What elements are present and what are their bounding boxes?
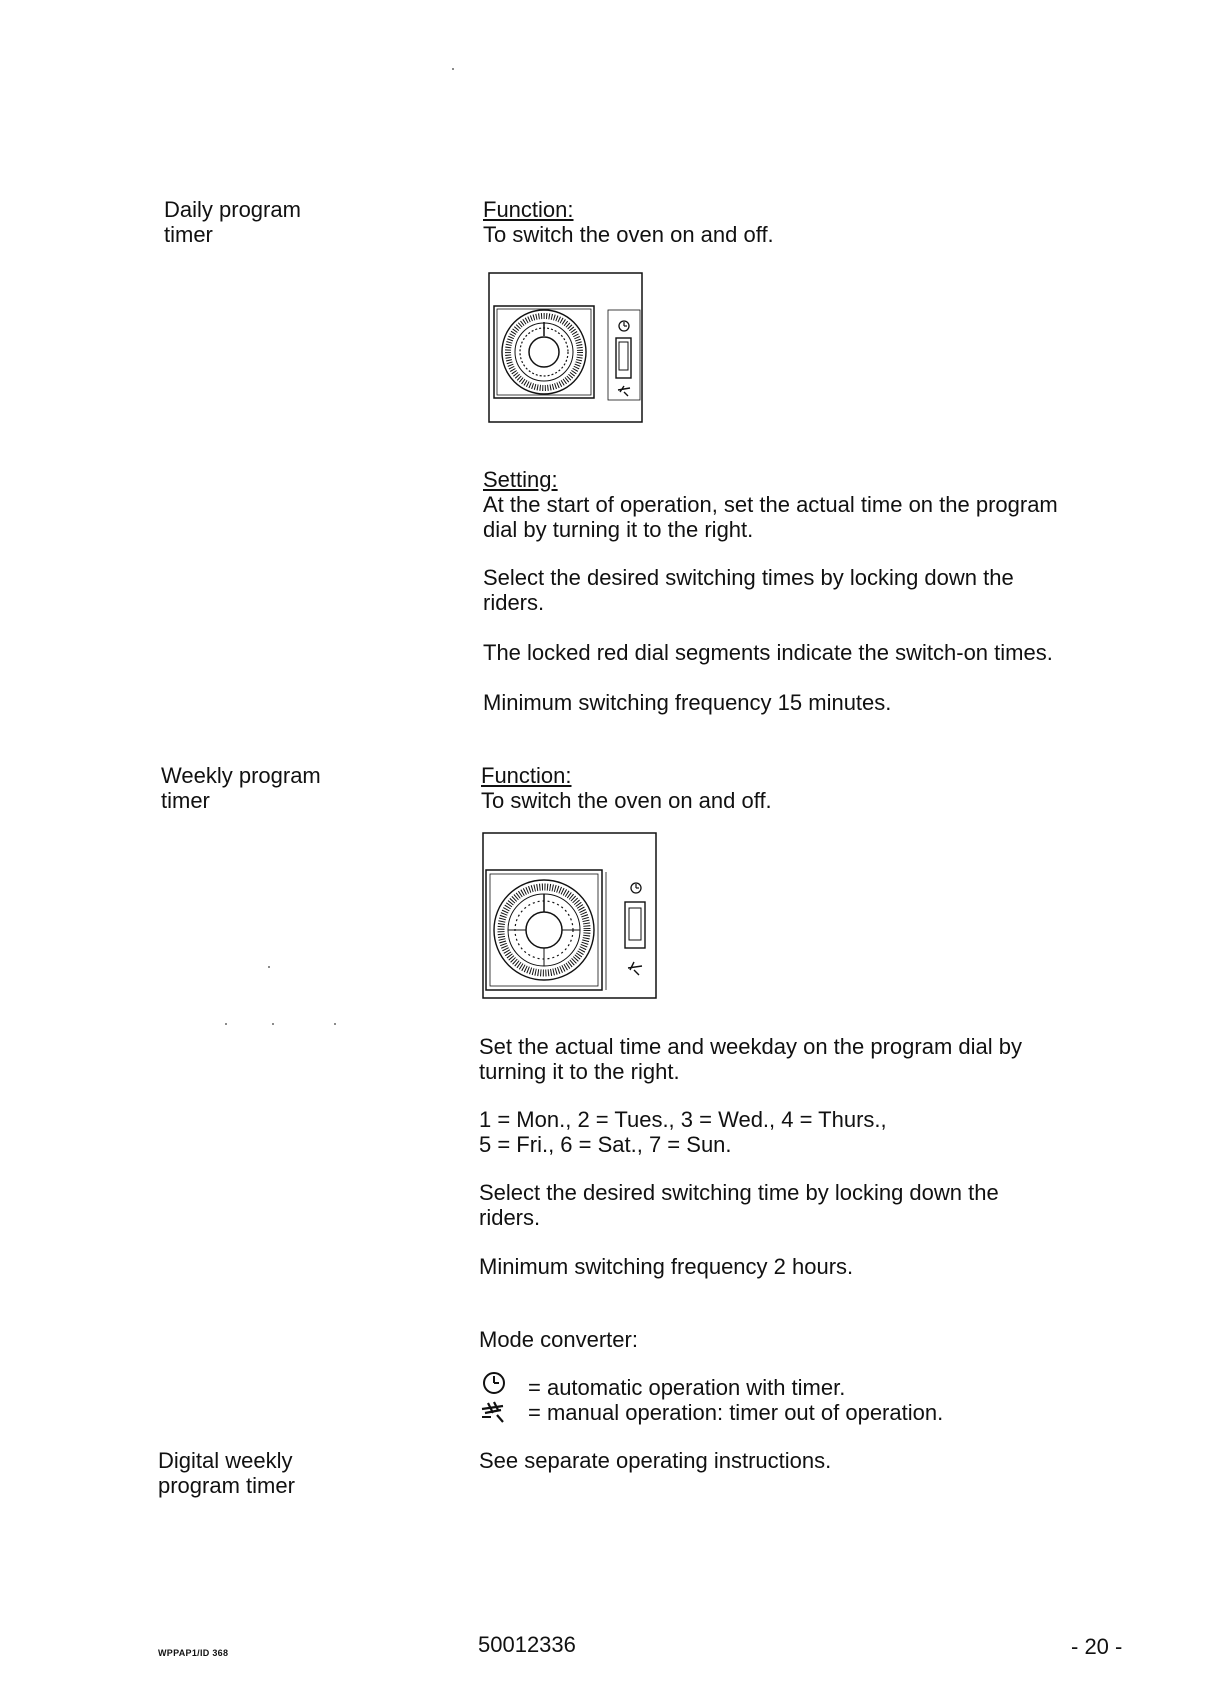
daily-setting-line1: At the start of operation, set the actual time on the program (483, 492, 1058, 517)
weekly-select-line2: riders. (479, 1205, 541, 1230)
stray-mark (268, 966, 270, 968)
digital-text: See separate operating instructions. (479, 1448, 832, 1473)
stray-mark (452, 68, 454, 70)
weekly-minimum-text: Minimum switching frequency 2 hours. (479, 1254, 854, 1279)
daily-function-text: To switch the oven on and off. (483, 222, 774, 247)
weekly-set-line1: Set the actual time and weekday on the program dial by (479, 1034, 1022, 1059)
digital-label-line1: Digital weekly (158, 1448, 293, 1473)
mode-auto-text: = automatic operation with timer. (528, 1375, 846, 1400)
daily-locked-text: The locked red dial segments indicate the switch-on times. (483, 640, 1053, 665)
weekly-days-line2: 5 = Fri., 6 = Sat., 7 = Sun. (479, 1132, 732, 1157)
footer-page-number: - 20 - (1071, 1634, 1123, 1659)
daily-label-line2: timer (164, 222, 213, 247)
footer-doc-number: 50012336 (478, 1632, 576, 1657)
weekly-function-heading: Function: (481, 763, 572, 788)
weekly-set-line2: turning it to the right. (479, 1059, 680, 1084)
daily-select-line1: Select the desired switching times by locking down the (483, 565, 1014, 590)
daily-select-line2: riders. (483, 590, 545, 615)
daily-minimum-text: Minimum switching frequency 15 minutes. (483, 690, 892, 715)
daily-function-heading: Function: (483, 197, 574, 222)
mode-manual-text: = manual operation: timer out of operation. (528, 1400, 944, 1425)
clock-icon (481, 1370, 507, 1396)
daily-timer-figure (488, 272, 644, 424)
stray-mark (272, 1023, 274, 1025)
weekly-label-line2: timer (161, 788, 210, 813)
stray-mark (225, 1023, 227, 1025)
stray-mark (334, 1023, 336, 1025)
weekly-function-text: To switch the oven on and off. (481, 788, 772, 813)
mode-converter-heading: Mode converter: (479, 1327, 638, 1352)
weekly-days-line1: 1 = Mon., 2 = Tues., 3 = Wed., 4 = Thurs., (479, 1107, 887, 1132)
daily-setting-heading: Setting: (483, 467, 558, 492)
weekly-select-line1: Select the desired switching time by locking down the (479, 1180, 999, 1205)
weekly-label-line1: Weekly program (161, 763, 321, 788)
digital-label-line2: program timer (158, 1473, 295, 1498)
footer-code: WPPAP1/ID 368 (158, 1648, 229, 1658)
weekly-timer-figure (482, 832, 658, 1000)
daily-label-line1: Daily program (164, 197, 301, 222)
daily-setting-line2: dial by turning it to the right. (483, 517, 754, 542)
manual-hand-icon (479, 1397, 509, 1425)
